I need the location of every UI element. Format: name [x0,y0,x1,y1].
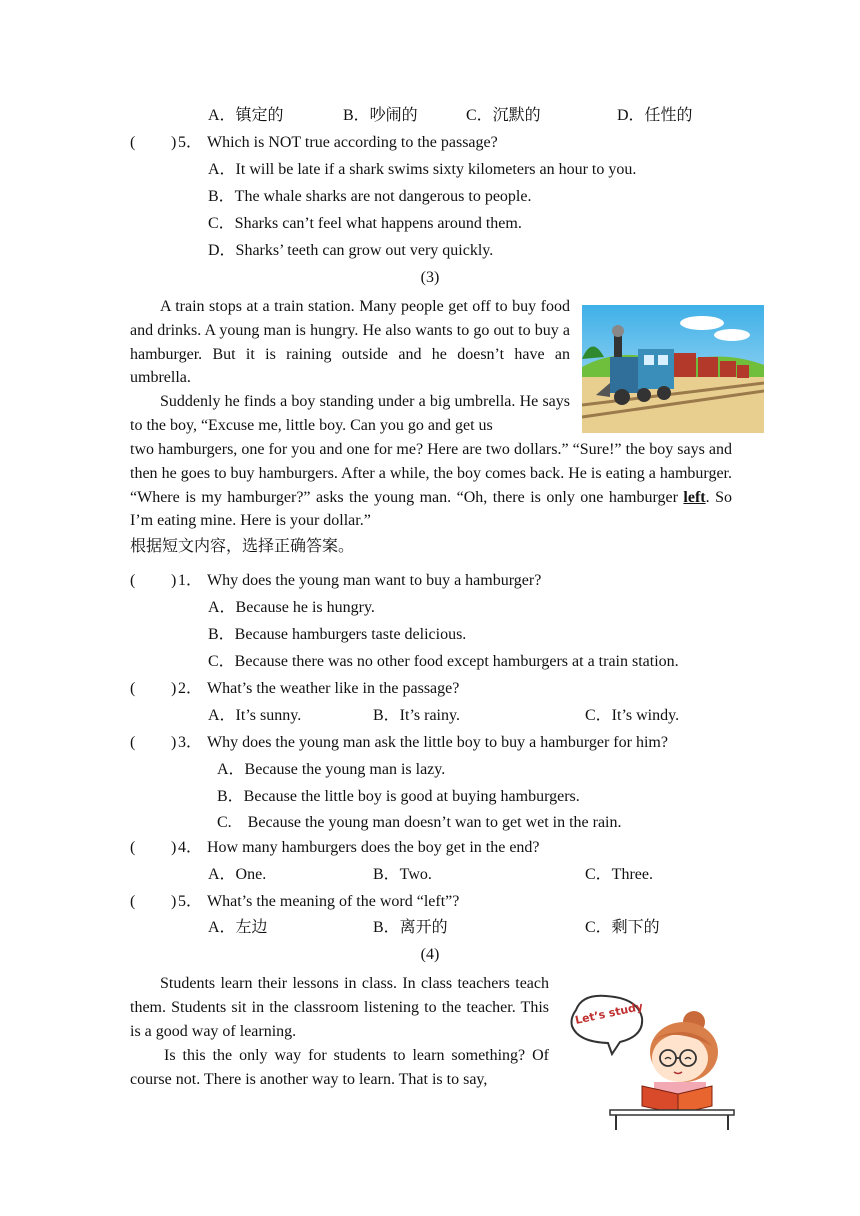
option-d: D．Sharks’ teeth can grow out very quickly. [208,242,494,259]
answer-paren-open: ( [130,680,136,697]
answer-paren-open: ( [130,893,136,910]
option-b: B．Because hamburgers taste delicious. [208,626,467,643]
question-text: Why does the young man ask the little boy to buy a hamburger for him? [207,734,668,751]
option-b: B．离开的 [373,919,448,936]
question-text: How many hamburgers does the boy get in the end? [207,839,540,856]
option-c: C．It’s windy. [585,707,680,724]
passage-paragraph: Is this the only way for students to learn something? Of course not. There is another way to learn. That is to say, [130,1047,549,1088]
option-c: C．沉默的 [466,107,541,124]
answer-paren-open: ( [130,134,136,151]
option-c: C．Sharks can’t feel what happens around them. [208,215,522,232]
option-a: A．左边 [208,919,268,936]
option-b: B．Two. [373,866,432,883]
question-text: Which is NOT true according to the passage? [207,134,498,151]
answer-paren-close: ) [171,839,177,856]
option-d: D．任性的 [617,107,693,124]
option-c: C. Because the young man doesn’t wan to get wet in the rain. [217,814,622,831]
answer-paren-close: ) [171,893,177,910]
question-number: 1． [178,572,203,589]
option-a: A．Because he is hungry. [208,599,375,616]
question-text: What’s the weather like in the passage? [207,680,460,697]
option-b: B．It’s rainy. [373,707,460,724]
passage-text: . So I’m eating mine. Here is your dollar.” [130,488,732,530]
keyword-left: left [683,488,706,506]
passage-paragraph: A train stops at a train station. Many people get off to buy food and drinks. A young man is hungry. He also wants to go out to buy a hamburger. But it is raining outside and he doesn’t have an umbrella. [130,298,570,387]
option-c: C．Three. [585,866,653,883]
passage-paragraph-continued [130,438,732,533]
train-illustration [582,305,764,433]
answer-paren-open: ( [130,839,136,856]
option-c: C．剩下的 [585,919,660,936]
option-b: B．吵闹的 [343,107,418,124]
passage-heading: (3) [420,269,440,286]
question-number: 5． [178,893,203,910]
option-a: A．镇定的 [208,107,284,124]
passage-paragraph: Suddenly he finds a boy standing under a big umbrella. He says to the boy, “Excuse me, little boy. Can you go and get us [130,393,570,434]
question-number: 2． [178,680,203,697]
option-a: A．It will be late if a shark swims sixty kilometers an hour to you. [208,161,637,178]
option-c: C．Because there was no other food except hamburgers at a train station. [208,653,679,670]
option-a: A．Because the young man is lazy. [217,761,446,778]
instruction-text: 根据短文内容，选择正确答案。 [130,538,355,555]
question-number: 5． [178,134,203,151]
option-b: B．The whale sharks are not dangerous to people. [208,188,532,205]
option-a: A．It’s sunny. [208,707,302,724]
question-number: 3． [178,734,203,751]
study-girl-illustration [562,990,738,1132]
answer-paren-close: ) [171,680,177,697]
answer-paren-open: ( [130,572,136,589]
answer-paren-close: ) [171,734,177,751]
answer-paren-close: ) [171,572,177,589]
question-text: What’s the meaning of the word “left”? [207,893,460,910]
option-b: B．Because the little boy is good at buying hamburgers. [217,788,580,805]
passage-text: two hamburgers, one for you and one for me? Here are two dollars.” “Sure!” the boy says and then he goes to buy hamburgers. After a while, the boy comes back. He is eating a hamburger. “Where is my hamburger?” asks the young man. “Oh, there is only one hamburger [130,441,732,506]
question-text: Why does the young man want to buy a hamburger? [207,572,542,589]
option-a: A．One. [208,866,267,883]
answer-paren-open: ( [130,734,136,751]
passage-heading: (4) [420,946,440,963]
passage-paragraph: Students learn their lessons in class. In class teachers teach them. Students sit in the classroom listening to the teacher. This is a good way of learning. [130,975,549,1040]
bubble-text: Let’s study [573,999,645,1027]
question-number: 4． [178,839,203,856]
answer-paren-close: ) [171,134,177,151]
